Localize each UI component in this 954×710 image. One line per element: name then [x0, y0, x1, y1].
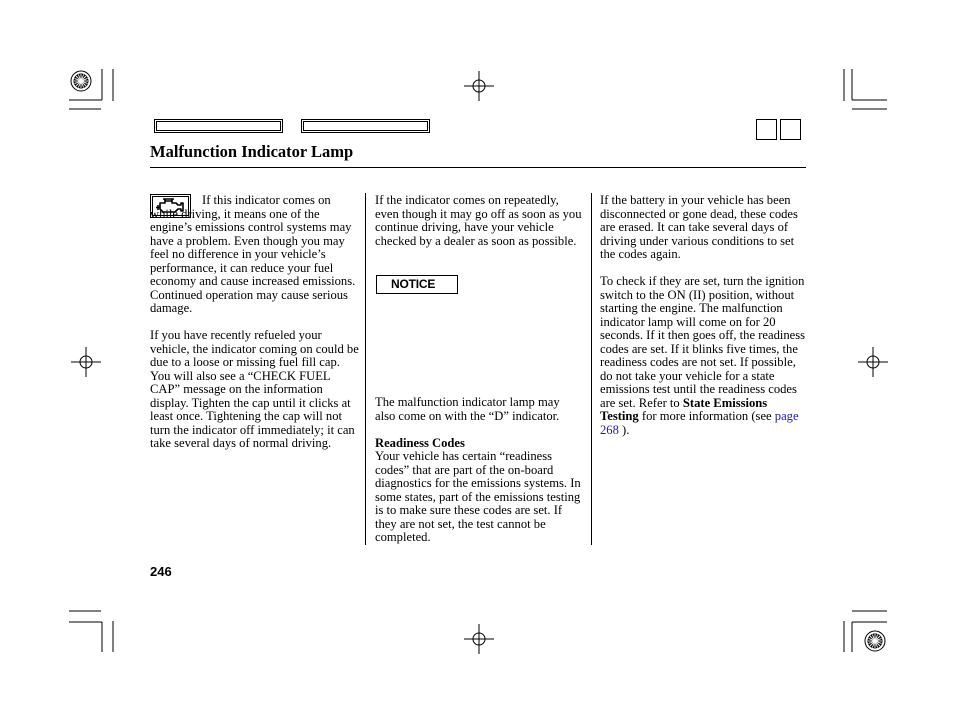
col2-para3: Your vehicle has certain “readiness codes” that are part of the on-board diagnostics for the emissions systems. In some states, part of the emissions testing is to make sure these codes are set. If they are not set, the test cannot be completed. — [375, 449, 581, 544]
column-2-lower — [375, 396, 583, 545]
crosshair-icon — [463, 70, 495, 102]
page-268-link[interactable]: page 268 — [600, 409, 799, 437]
col3-para2-mid: for more information (see — [638, 409, 775, 423]
column-2 — [375, 194, 583, 248]
crosshair-icon — [463, 623, 495, 655]
crosshair-icon — [857, 346, 889, 378]
nav-next-button[interactable] — [780, 119, 801, 140]
notice-label — [376, 275, 458, 294]
readiness-codes-heading: Readiness Codes — [375, 435, 465, 450]
nav-prev-button[interactable] — [756, 119, 777, 140]
nav-button-2[interactable] — [301, 119, 430, 133]
registration-mark-icon — [863, 629, 887, 653]
column-1 — [150, 194, 360, 451]
col1-para1: If this indicator comes on while driving, it means one of the engine’s emissions control systems may have a problem. Even though you may feel no difference in your vehicle’s performance, it can reduce your fuel economy and cause increased emissions. Continued operation may cause serious damage. — [150, 193, 356, 315]
column-divider — [365, 193, 366, 545]
col3-para2-end: ). — [618, 422, 630, 437]
col3-para2 — [600, 275, 808, 437]
page-number: 246 — [150, 564, 172, 579]
registration-mark-icon — [69, 69, 93, 93]
col2-para2: The malfunction indicator lamp may also come on with the “D” indicator. — [375, 395, 560, 423]
page-title: Malfunction Indicator Lamp — [150, 142, 354, 161]
notice-label-text: NOTICE — [391, 277, 436, 291]
col3-para2-text: To check if they are set, turn the ignition switch to the ON (II) position, without starting the engine. The malfunction indicator lamp will come on for 20 seconds. If it then goes off, the readiness codes are set. If it blinks five times, the readiness codes are not set. If possible, do not take your vehicle for a state emissions test until the readiness codes are set. Refer to — [600, 274, 806, 410]
col1-para2: If you have recently refueled your vehicle, the indicator coming on could be due to a loose or missing fuel fill cap. You will also see a “CHECK FUEL CAP” message on the information display. Tighten the cap until it clicks at least once. Tightening the cap will not turn the indicator off immediately; it can take several days of normal driving. — [150, 328, 359, 450]
column-3 — [600, 194, 808, 437]
nav-button-1[interactable] — [154, 119, 283, 133]
title-rule — [150, 167, 806, 168]
col2-para1: If the indicator comes on repeatedly, even though it may go off as soon as you continue driving, have your vehicle checked by a dealer as soon as possible. — [375, 193, 582, 248]
crosshair-icon — [70, 346, 102, 378]
state-emissions-testing-ref: State Emissions Testing — [600, 395, 768, 423]
column-divider — [591, 193, 592, 545]
col3-para1: If the battery in your vehicle has been disconnected or gone dead, these codes are erased. It can take several days of driving under various conditions to set the codes again. — [600, 193, 798, 261]
